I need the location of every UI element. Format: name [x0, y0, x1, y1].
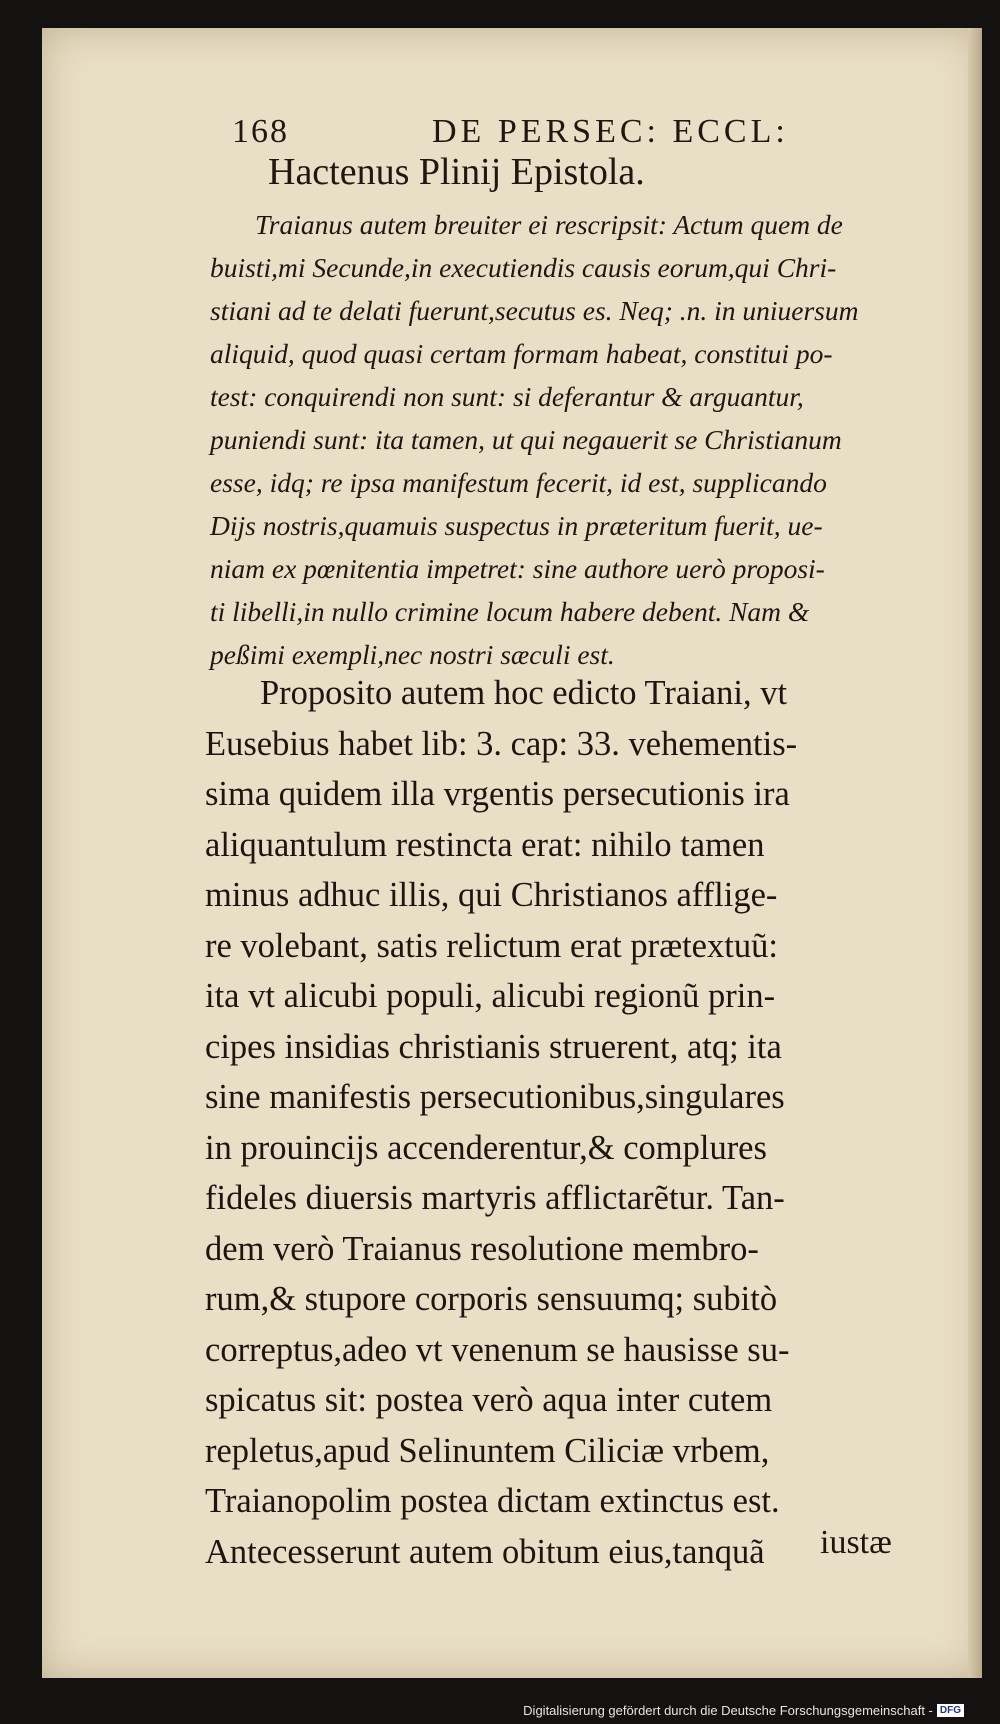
- text-line: esse, idq; re ipsa manifestum fecerit, id est, supplicando: [210, 467, 827, 498]
- section-title: Hactenus Plinij Epistola.: [268, 151, 645, 193]
- page-edge: [968, 28, 982, 1678]
- text-line: sine manifestis persecutionibus,singulares: [205, 1078, 785, 1116]
- text-line: spicatus sit: postea verò aqua inter cutem: [205, 1381, 773, 1419]
- text-line: niam ex pœnitentia impetret: sine authore uerò proposi-: [210, 553, 825, 584]
- text-line: ita vt alicubi populi, alicubi regionũ prin-: [205, 977, 776, 1015]
- page-number: 168: [232, 113, 289, 150]
- text-line: peßimi exempli,nec nostri sæculi est.: [210, 639, 615, 670]
- text-line: Traianus autem breuiter ei rescripsit: Actum quem de: [255, 209, 843, 240]
- text-line: minus adhuc illis, qui Christianos afflige-: [205, 876, 778, 914]
- text-line: stiani ad te delati fuerunt,secutus es. Neq; .n. in uniuersum: [210, 295, 859, 326]
- catchword: iustæ: [820, 1524, 892, 1561]
- digitization-credit: [523, 1703, 964, 1718]
- credit-text: Digitalisierung gefördert durch die Deutsche Forschungsgemeinschaft -: [523, 1703, 933, 1718]
- text-line: fideles diuersis martyris afflictarẽtur. Tan-: [205, 1179, 785, 1217]
- text-line: dem verò Traianus resolutione membro-: [205, 1229, 759, 1268]
- text-line: Proposito autem hoc edicto Traiani, vt: [260, 674, 788, 712]
- text-line: buisti,mi Secunde,in executiendis causis eorum,qui Chri-: [210, 252, 837, 283]
- text-line: aliquantulum restincta erat: nihilo tamen: [205, 825, 765, 864]
- text-line: Eusebius habet lib: 3. cap: 33. vehementis-: [205, 724, 798, 763]
- dfg-logo-icon: DFG: [937, 1704, 964, 1717]
- text-line: Traianopolim postea dictam extinctus est.: [205, 1482, 780, 1520]
- main-text-block: [205, 668, 965, 1577]
- text-line: Dijs nostris,quamuis suspectus in præteritum fuerit, ue-: [210, 510, 823, 541]
- text-line: correptus,adeo vt venenum se hausisse su-: [205, 1330, 790, 1369]
- text-line: ti libelli,in nullo crimine locum habere debent. Nam &: [210, 596, 810, 627]
- text-line: cipes insidias christianis struerent, atq; ita: [205, 1027, 782, 1066]
- text-line: rum,& stupore corporis sensuumq; subitò: [205, 1280, 778, 1318]
- text-line: test: conquirendi non sunt: si deferantur & arguantur,: [210, 381, 804, 412]
- italic-quotation-block: [210, 203, 970, 676]
- text-line: aliquid, quod quasi certam formam habeat, constitui po-: [210, 338, 833, 369]
- text-line: in prouincijs accenderentur,& complures: [205, 1128, 767, 1167]
- text-line: Antecesserunt autem obitum eius,tanquã: [205, 1532, 765, 1571]
- text-line: re volebant, satis relictum erat prætextuũ:: [205, 926, 778, 965]
- text-line: repletus,apud Selinuntem Ciliciæ vrbem,: [205, 1431, 770, 1470]
- text-line: sima quidem illa vrgentis persecutionis ira: [205, 775, 790, 813]
- text-line: puniendi sunt: ita tamen, ut qui negauerit se Christianum: [210, 424, 842, 455]
- running-title: DE PERSEC: ECCL:: [432, 113, 789, 150]
